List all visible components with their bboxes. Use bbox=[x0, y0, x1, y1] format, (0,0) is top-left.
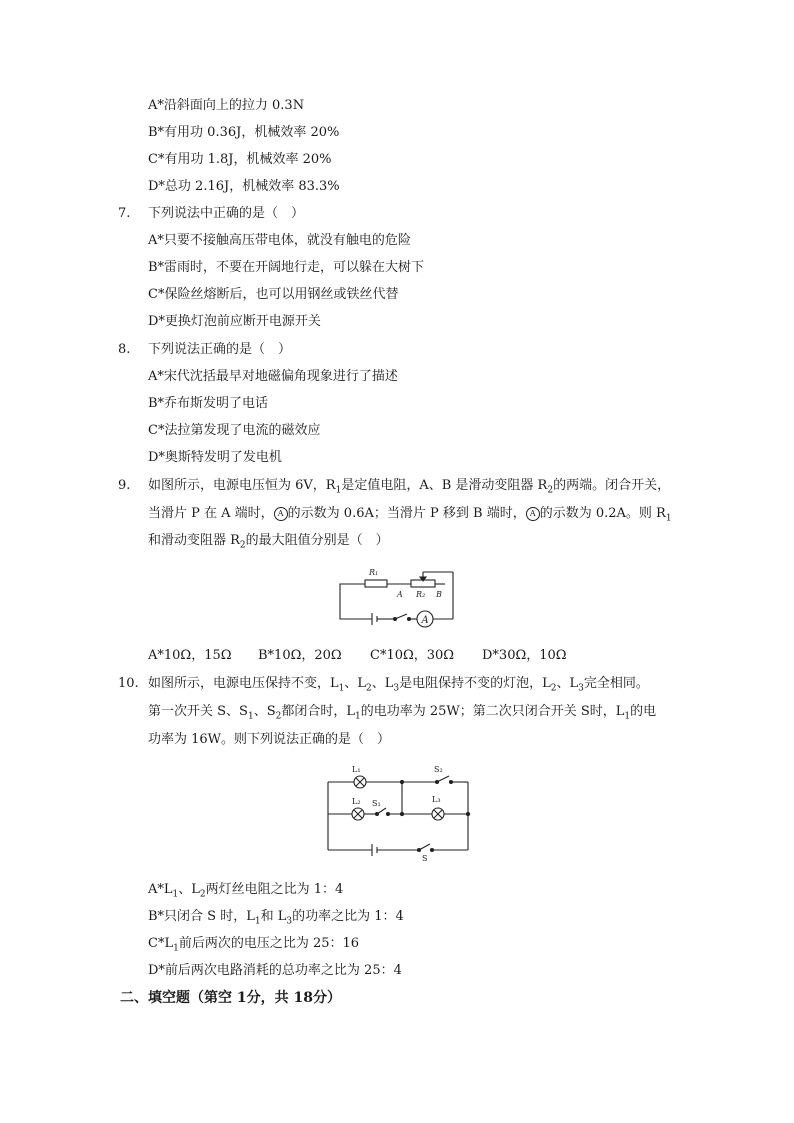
q10-option-d: D*前后两次电路消耗的总功率之比为 25：4 bbox=[148, 963, 402, 978]
section-2-title: 二、填空题（第空 1分，共 18分） bbox=[120, 990, 341, 1006]
q9-options-row bbox=[148, 647, 567, 665]
q7-option-b: B*雷雨时，不要在开阔地行走，可以躲在大树下 bbox=[148, 260, 425, 275]
q10-line-2: 第一次开关 S、$S_1$、$S_2$都闭合时，$L_1$的电功率为 25W；第二次只闭合开关 S时，$L_1$的电 bbox=[148, 704, 657, 722]
q9-circuit-a: A bbox=[397, 590, 403, 599]
q7-stem: 下列说法中正确的是（ ） bbox=[148, 206, 305, 221]
q6-option-c: C*有用功 1.8J，机械效率 20% bbox=[148, 152, 332, 167]
q10-option-b: B*只闭合 S 时，$L_1$和 $L_3$的功率之比为 1：4 bbox=[148, 909, 404, 927]
q9-line-2: 当滑片 P 在 A 端时， A 的示数为 0.6A；当滑片 P 移到 B 端时， A 的示数为 0.2A。则 $R_1$ bbox=[148, 506, 672, 524]
q10-option-c: $C*L_1$前后两次的电压之比为 25：16 bbox=[148, 936, 360, 954]
q6-option-d: D*总功 2.16J，机械效率 83.3% bbox=[148, 179, 340, 194]
q10-line-1: 如图所示，电源电压保持不变，$L_1$、$L_2$、$L_3$是电阻保持不变的灯泡，$L_2$、$L_3$完全相同。 bbox=[148, 676, 649, 694]
q7-option-d: D*更换灯泡前应断开电源开关 bbox=[148, 314, 321, 329]
q9-circuit-meter: A bbox=[421, 615, 429, 626]
q10-number: 10. bbox=[118, 676, 139, 691]
q7-number: 7. bbox=[118, 206, 131, 221]
ammeter-symbol-icon: A bbox=[274, 507, 288, 521]
q7-option-a: A*只要不接触高压带电体，就没有触电的危险 bbox=[148, 233, 411, 248]
q7-option-c: C*保险丝熔断后，也可以用钢丝或铁丝代替 bbox=[148, 287, 399, 302]
q10-circuit-l3: L₃ bbox=[432, 795, 441, 804]
q9-circuit-r2: R₂ bbox=[416, 590, 426, 599]
q8-option-d: D*奥斯特发明了发电机 bbox=[148, 450, 282, 465]
q9-option-d: D*30Ω，10Ω bbox=[482, 648, 567, 663]
q9-circuit-b: B bbox=[436, 590, 442, 599]
q6-option-b: B*有用功 0.36J，机械效率 20% bbox=[148, 125, 340, 140]
q10-circuit-s1: S₁ bbox=[372, 799, 381, 808]
q10-circuit-diagram bbox=[322, 762, 474, 862]
q9-circuit-diagram bbox=[335, 564, 460, 632]
q9-option-b: B*10Ω，20Ω bbox=[258, 648, 342, 663]
q9-option-c: C*10Ω，30Ω bbox=[370, 648, 455, 663]
q8-option-c: C*法拉第发现了电流的磁效应 bbox=[148, 423, 321, 438]
q10-circuit-l1: L₁ bbox=[352, 765, 361, 774]
q9-circuit-r1: R₁ bbox=[369, 568, 379, 577]
q10-circuit-l2: L₂ bbox=[352, 797, 361, 806]
q8-stem: 下列说法正确的是（ ） bbox=[148, 342, 292, 357]
q9-option-a: A*10Ω，15Ω bbox=[148, 648, 232, 663]
q8-option-b: B*乔布斯发明了电话 bbox=[148, 396, 269, 411]
q10-option-a: $A*L_1$、$L_2$两灯丝电阻之比为 1：4 bbox=[148, 882, 344, 900]
q9-line-1: 如图所示，电源电压恒为 6V，$R_1$是定值电阻，A、B 是滑动变阻器 $R_2$的两端。闭合开关， bbox=[148, 478, 671, 496]
ammeter-symbol-icon: A bbox=[526, 507, 540, 521]
q10-line-3: 功率为 16W。则下列说法正确的是（ ） bbox=[148, 732, 391, 747]
q10-circuit-s2: S₂ bbox=[434, 765, 443, 774]
q8-option-a: A*宋代沈括最早对地磁偏角现象进行了描述 bbox=[148, 369, 398, 384]
q9-line-3: 和滑动变阻器 $R_2$的最大阻值分别是（ ） bbox=[148, 533, 389, 551]
q10-circuit-s: S bbox=[422, 854, 428, 862]
q9-number: 9. bbox=[118, 478, 131, 493]
q6-option-a: A*沿斜面向上的拉力 0.3N bbox=[148, 98, 305, 113]
q8-number: 8. bbox=[118, 342, 131, 357]
